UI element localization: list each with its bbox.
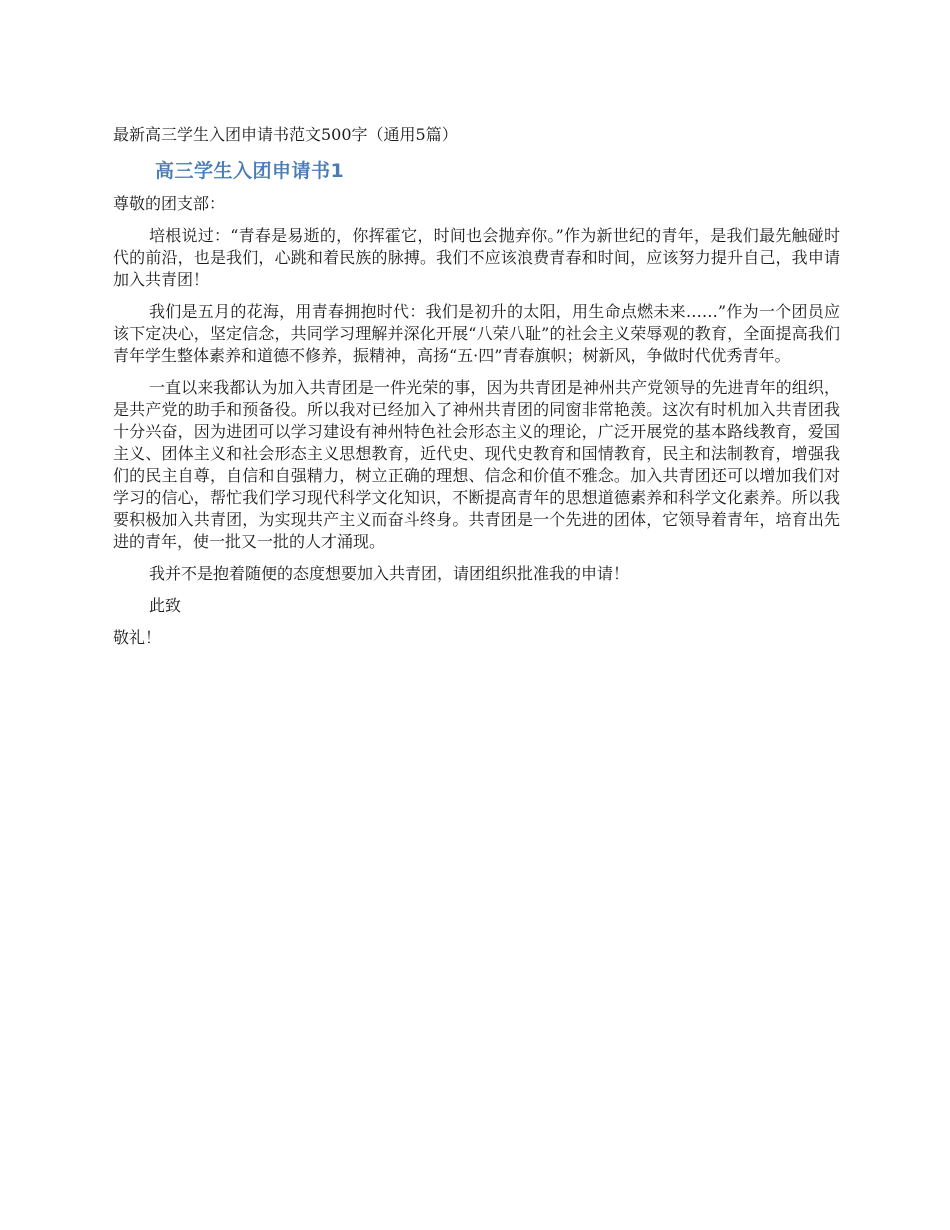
salutation: 尊敬的团支部：: [113, 194, 226, 213]
regards-line: 敬礼！: [113, 628, 162, 647]
paragraph-1: 培根说过：“青春是易逝的，你挥霍它，时间也会抛弃你。”作为新世纪的青年，是我们最先触碰时代的前沿，也是我们，心跳和着民族的脉搏。我们不应该浪费青春和时间，应该努力提升自己，我申请加入共青团！: [113, 226, 840, 289]
paragraph-2: 我们是五月的花海，用青春拥抱时代：我们是初升的太阳，用生命点燃未来……”作为一个团员应该下定决心，坚定信念，共同学习理解并深化开展“八荣八耻”的社会主义荣辱观的教育，全面提高我们青年学生整体素养和道德不修养，振精神，高扬“五·四”青春旗帜；树新风，争做时代优秀青年。: [113, 302, 840, 365]
closing-line: 此致: [149, 596, 182, 615]
document-body: [113, 123, 840, 649]
paragraph-3: 一直以来我都认为加入共青团是一件光荣的事，因为共青团是神州共产党领导的先进青年的组织，是共产党的助手和预备役。所以我对已经加入了神州共青团的同窗非常艳羡。这次有时机加入共青团我十分兴奋，因为进团可以学习建设有神州特色社会形态主义的理论，广泛开展党的基本路线教育，爱国主义、团体主义和社会形态主义思想教育，近代史、现代史教育和国情教育，民主和法制教育，增强我们的民主自尊，自信和自强精力，树立正确的理想、信念和价值不雅念。加入共青团还可以增加我们对学习的信心，帮忙我们学习现代科学文化知识，不断提高青年的思想道德素养和科学文化素养。所以我要积极加入共青团，为实现共产主义而奋斗终身。共青团是一个先进的团体，它领导着青年，培育出先进的青年，使一批又一批的人才涌现。: [113, 378, 840, 551]
section-heading: 高三学生入团申请书1: [155, 160, 345, 182]
document-title: 最新高三学生入团申请书范文500字（通用5篇）: [113, 125, 458, 144]
paragraph-4: 我并不是抱着随便的态度想要加入共青团，请团组织批准我的申请！: [149, 564, 630, 583]
